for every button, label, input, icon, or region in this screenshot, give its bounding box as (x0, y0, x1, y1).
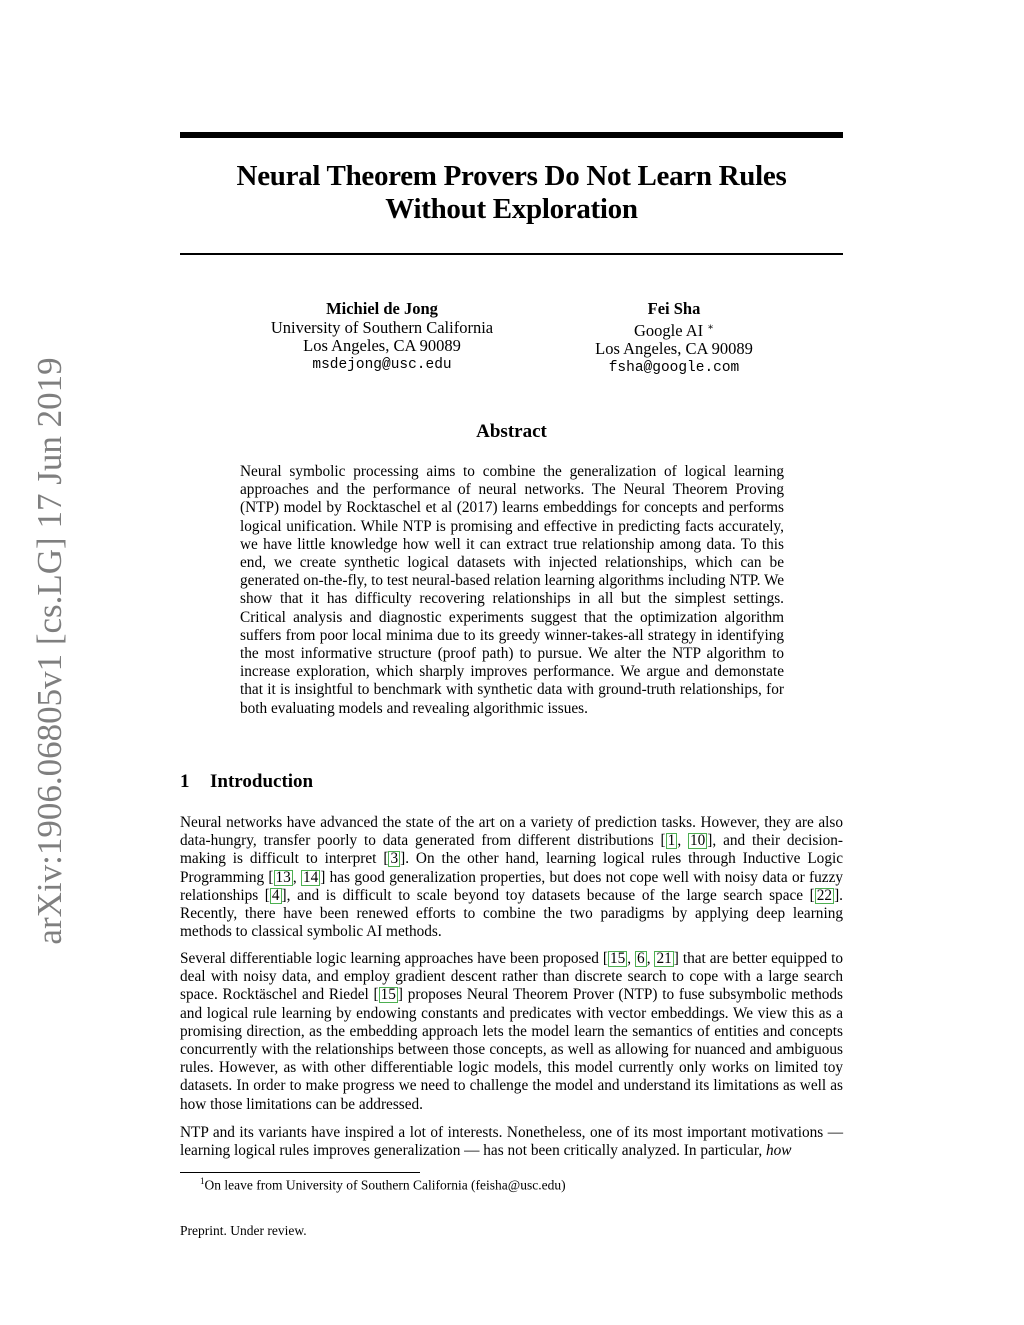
citation-link[interactable]: 3 (390, 850, 399, 868)
citation-link[interactable]: 4 (271, 886, 280, 904)
section-title: Introduction (210, 771, 314, 792)
author-block-2 (572, 300, 776, 377)
footnote-number: 1 (200, 1176, 205, 1186)
author-block-1 (250, 300, 514, 374)
paper-title (180, 160, 843, 226)
citation-link[interactable]: 14 (302, 868, 319, 886)
author-email[interactable]: fsha@google.com (608, 359, 740, 376)
intro-paragraph-2: Several differentiable logic learning approaches have been proposed [ 15 , 6 , 21 ] that are better equipped to deal with noisy data, and employ gradient descent rather than discrete search to cope with a large search space. Rocktäschel and Riedel [ 15 ] proposes Neural Theorem Prover (NTP) to fuse subsymbolic methods and logical rule learning by endowing constants and predicates with vector embeddings. We view this as a promising direction, as the embedding approach lets the model learn the semantics of entities and concepts concurrently with the relationships between those concepts, as well as allowing for nuanced and ambiguous rules. However, as with other differentiable logic models, this model currently only works on limited toy datasets. In order to make progress we need to challenge the model and understand its limitations as well as how those limitations can be addressed. (180, 950, 844, 1113)
title-line-2: Without Exploration (385, 193, 638, 225)
citation-link[interactable]: 15 (380, 986, 396, 1004)
footnote-rule (180, 1172, 420, 1173)
arxiv-identifier-sidebar: arXiv:1906.06805v1 [cs.LG] 17 Jun 2019 (30, 357, 69, 945)
citation-link[interactable]: 10 (690, 832, 706, 850)
footnote-mark[interactable]: ∗ (707, 321, 715, 333)
title-rule-top (180, 132, 843, 138)
footnote-text: On leave from University of Southern California (feisha@usc.edu) (204, 1177, 566, 1193)
preprint-notice: Preprint. Under review. (180, 1223, 307, 1238)
section-heading-introduction (180, 771, 313, 793)
author-email[interactable]: msdejong@usc.edu (312, 356, 452, 373)
author-affiliation-line (572, 319, 776, 341)
abstract-text: Neural symbolic processing aims to combine the generalization of logical learning approaches and the performance of neural networks. The Neural Theorem Proving (NTP) model by Rocktaschel et al (2017) learns embeddings for concepts and performs logical unification. While NTP is promising and effective in predicting facts accurately, we have little knowledge how well it can extract true relationship among data. To this end, we create synthetic logical datasets with injected relationships, which can be generated on-the-fly, to test neural-based relation learning algorithms including NTP. We show that it has difficulty recovering relationships in all but the simplest settings. Critical analysis and diagnostic experiments suggest that the optimization algorithm suffers from poor local minima due to its greedy winner-takes-all strategy in identifying the most informative structure (proof path) to pursue. We alter the NTP algorithm to increase exploration, which sharply improves performance. We argue and demonstate that it is insightful to benchmark with synthetic data with ground-truth relationships, for both evaluating models and revealing algorithmic issues. (240, 463, 784, 717)
citation-link[interactable]: 15 (609, 950, 626, 967)
citation-link[interactable]: 6 (637, 950, 645, 967)
title-rule-bottom (180, 253, 843, 255)
abstract-heading: Abstract (476, 421, 547, 442)
footnote (200, 1176, 566, 1194)
citation-link[interactable]: 13 (275, 868, 291, 886)
author-location: Los Angeles, CA 90089 (595, 339, 753, 358)
intro-paragraph-1: Neural networks have advanced the state of the art on a variety of prediction tasks. However, they are also data-hungry, transfer poorly to data generated from different distributions [ 1 , 10 ], and their decision-making is difficult to interpret [ 3 ]. On the other hand, learning logical rules through Inductive Logic Programming [ 13 , 14 ] has good generalization properties, but does not cope well with noisy data or fuzzy relationships [ 4 ], and is difficult to scale beyond toy datasets because of the large search space [ 22 ]. Recently, there have been renewed efforts to combine the two paradigms by applying deep learning methods to classical symbolic AI methods. (180, 814, 844, 941)
citation-link[interactable]: 22 (816, 886, 833, 904)
citation-link[interactable]: 1 (667, 832, 676, 850)
author-name: Fei Sha (647, 299, 701, 318)
section-number: 1 (180, 771, 190, 792)
author-name: Michiel de Jong (326, 299, 438, 318)
author-affiliation: Google AI (633, 320, 704, 340)
author-location: Los Angeles, CA 90089 (303, 336, 461, 355)
citation-link[interactable]: 21 (656, 950, 672, 967)
emphasis-text: how (765, 1142, 792, 1160)
intro-paragraph-3: NTP and its variants have inspired a lot of interests. Nonetheless, one of its most important motivations — learning logical rules improves generalization — has not been critically analyzed. In particular, how (180, 1124, 843, 1160)
author-affiliation: University of Southern California (270, 317, 494, 337)
title-line-1: Neural Theorem Provers Do Not Learn Rules (236, 160, 787, 192)
